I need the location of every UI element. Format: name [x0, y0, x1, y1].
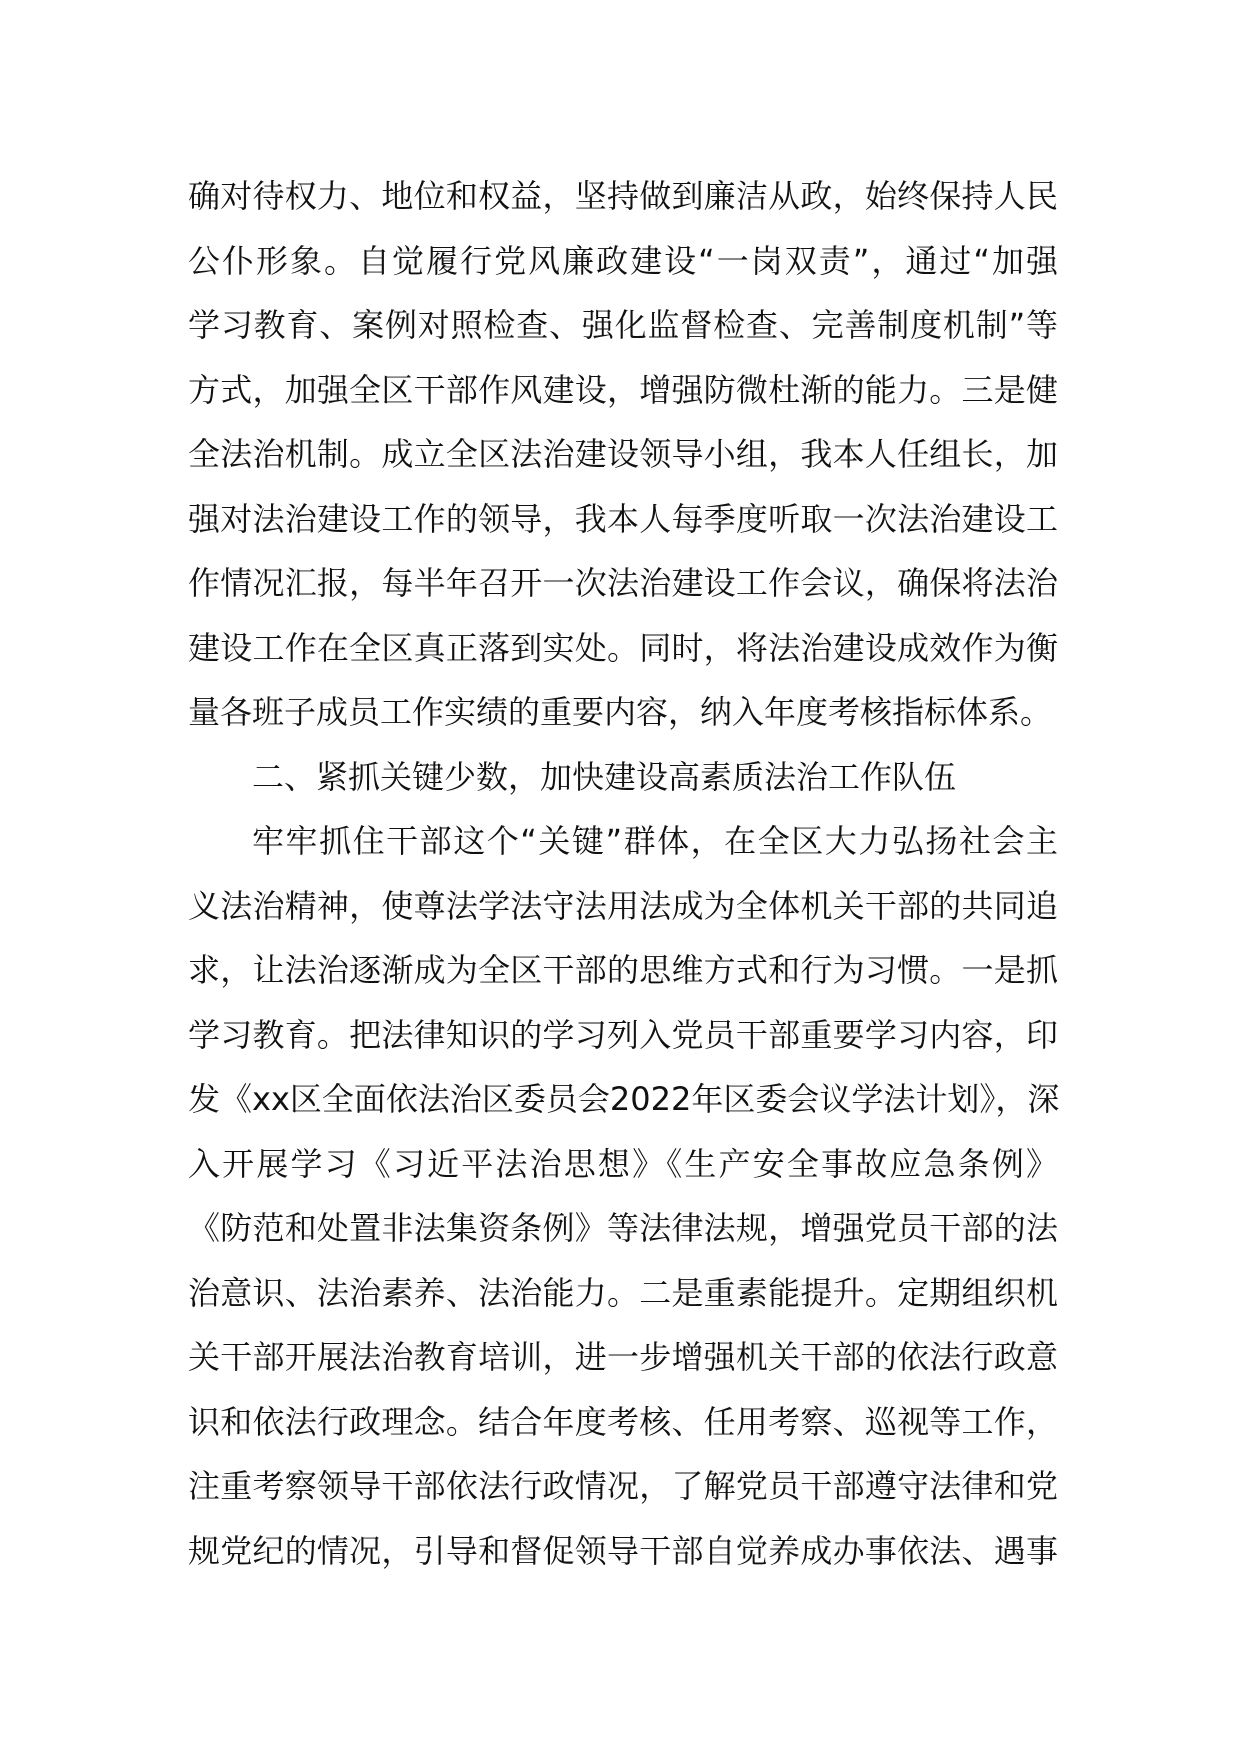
text-line: 识和依法行政理念。结合年度考核、任用考察、巡视等工作，: [188, 1402, 1058, 1441]
text-line: 方式，加强全区干部作风建设，增强防微杜渐的能力。三是健: [188, 370, 1058, 409]
text-line: 关干部开展法治教育培训，进一步增强机关干部的依法行政意: [188, 1338, 1058, 1376]
text-line: 治意识、法治素养、法治能力。二是重素能提升。定期组织机: [188, 1273, 1058, 1312]
text-line: 学习教育。把法律知识的学习列入党员干部重要学习内容，印: [188, 1015, 1058, 1054]
text-line: 规党纪的情况，引导和督促领导干部自觉养成办事依法、遇事: [188, 1531, 1058, 1570]
text-line: 义法治精神，使尊法学法守法用法成为全体机关干部的共同追: [188, 886, 1058, 925]
text-line: 公仆形象。自觉履行党风廉政建设“一岗双责”，通过“加强: [188, 241, 1058, 280]
text-line: 建设工作在全区真正落到实处。同时，将法治建设成效作为衡: [188, 628, 1058, 667]
text-line: 学习教育、案例对照检查、强化监督检查、完善制度机制”等: [188, 306, 1058, 344]
text-line: 确对待权力、地位和权益，坚持做到廉洁从政，始终保持人民: [188, 177, 1058, 215]
text-line: 入开展学习《习近平法治思想》《生产安全事故应急条例》: [188, 1144, 1058, 1183]
text-line: 作情况汇报，每半年召开一次法治建设工作会议，确保将法治: [188, 564, 1058, 602]
text-line: 牢牢抓住干部这个“关键”群体，在全区大力弘扬社会主: [252, 822, 1058, 860]
text-line: 《防范和处置非法集资条例》等法律法规，增强党员干部的法: [188, 1209, 1058, 1247]
text-line: 强对法治建设工作的领导，我本人每季度听取一次法治建设工: [188, 499, 1058, 538]
section-heading: 二、紧抓关键少数，加快建设高素质法治工作队伍: [252, 757, 957, 796]
text-line: 全法治机制。成立全区法治建设领导小组，我本人任组长，加: [188, 435, 1058, 473]
text-line: 量各班子成员工作实绩的重要内容，纳入年度考核指标体系。: [188, 693, 1053, 731]
text-line: 发《xx区全面依法治区委员会2022年区委会议学法计划》，深: [188, 1080, 1060, 1118]
text-line: 注重考察领导干部依法行政情况，了解党员干部遵守法律和党: [188, 1467, 1058, 1505]
text-line: 求，让法治逐渐成为全区干部的思维方式和行为习惯。一是抓: [188, 951, 1058, 989]
document-body: [188, 164, 1058, 1583]
